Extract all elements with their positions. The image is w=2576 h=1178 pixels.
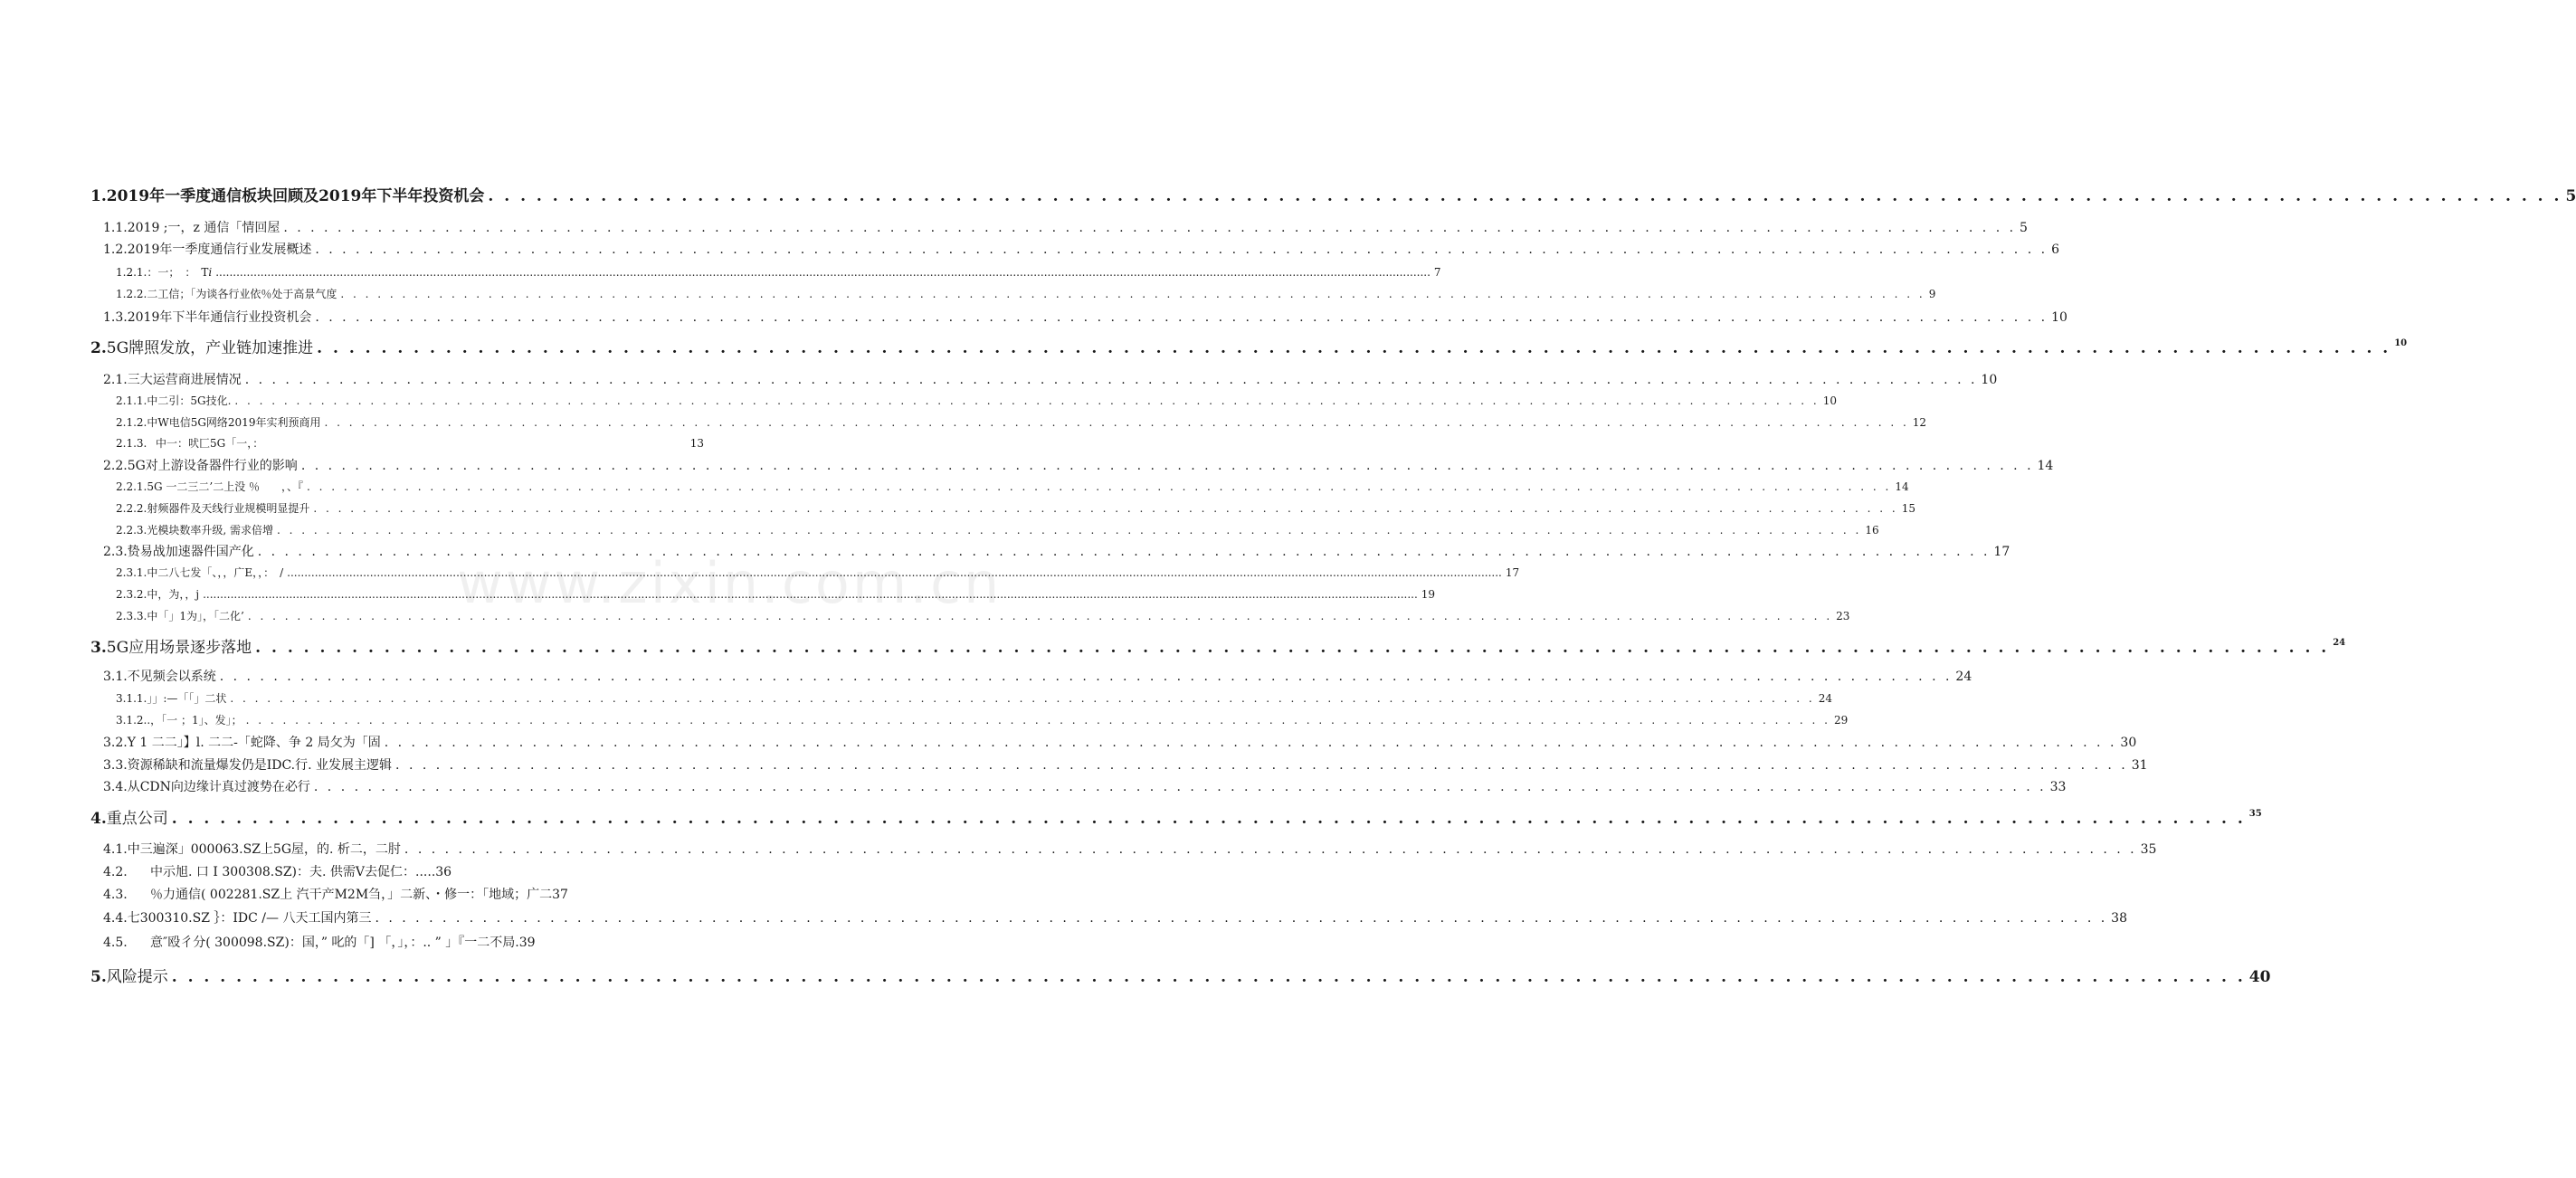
toc-page: 35 (2248, 809, 2262, 819)
toc-title-fragment: i (208, 266, 213, 279)
toc-title: 中W电信5G网络2019年实利预商用 (147, 416, 321, 429)
toc-number: 1. (90, 187, 107, 205)
toc-leader (245, 373, 1978, 387)
toc-title: 重点公司 (106, 810, 168, 828)
toc-title: 中二引：5G技化. (147, 394, 232, 407)
toc-page: 13 (689, 437, 704, 450)
toc-page: 5 (2565, 187, 2576, 205)
toc-page: 33 (2049, 780, 2067, 794)
toc-page: 17 (1505, 566, 1520, 579)
toc-title: 5G牌照发放，产业链加速推进 (106, 339, 314, 357)
toc-entry-2-2-2[interactable] (116, 500, 1915, 516)
toc-leader (315, 242, 2048, 257)
toc-number: 5. (90, 968, 107, 986)
toc-title: 中一：吠匚5G「一，： (156, 437, 264, 450)
toc-entry-3-1-2[interactable] (116, 712, 1849, 727)
toc-number: 3. (90, 639, 107, 657)
toc-entry-2-2-3[interactable] (116, 522, 1879, 537)
toc-number: 2.3.3. (116, 610, 147, 622)
toc-leader (488, 187, 2562, 205)
toc-title: 2019 ;一，z 通信「情回屋 (127, 221, 280, 235)
toc-title: 2019年下半年通信行业投资机会 (127, 310, 312, 325)
toc-number: 4.4. (103, 911, 128, 926)
toc-entry-1-2[interactable] (103, 240, 2059, 258)
toc-number: 4.3. (103, 888, 128, 902)
toc-number: 2.1.2. (116, 416, 147, 429)
toc-page: 10 (2051, 310, 2067, 325)
toc-page: 5 (2020, 221, 2028, 235)
toc-leader (220, 670, 1953, 684)
toc-title: 意″殴彳分( 300098.SZ)：国，” 叱的「] 「，」，：.. ” 」『一二不局.39 (150, 936, 536, 950)
toc-number: 2.2.2. (116, 502, 147, 515)
toc-number: 2.2.1. (116, 480, 147, 493)
toc-title: 资源稀缺和流量爆发仍是IDC.行. 业发展主逻辑 (127, 758, 393, 773)
toc-title: 光模块数率升级, 需求倍增 (147, 524, 273, 537)
toc-entry-4-1[interactable] (103, 840, 2157, 858)
toc-page: 30 (2120, 736, 2137, 750)
toc-entry-1-3[interactable] (103, 308, 2067, 326)
toc-page: 10 (1981, 373, 1998, 387)
toc-page: 17 (1993, 545, 2010, 559)
toc-leader (301, 459, 2034, 473)
toc-leader (255, 639, 2329, 657)
toc-title: 2019年一季度通信板块回顾及2019年下半年投资机会 (106, 187, 485, 205)
toc-entry-3-4[interactable] (103, 777, 2067, 795)
toc-number: 3.1.2. (116, 714, 147, 727)
toc-entry-3-1[interactable] (103, 667, 1972, 685)
toc-page: 7 (1433, 266, 1441, 279)
toc-entry-2-2[interactable] (103, 456, 2054, 474)
toc-leader (375, 911, 2107, 926)
toc-leader (313, 502, 1897, 515)
toc-number: 4.5. (103, 936, 128, 950)
toc-page: 29 (1833, 714, 1849, 727)
toc-title: ：一； ： T (147, 266, 209, 279)
toc-page: 16 (1865, 524, 1879, 537)
toc-number: 4.1. (103, 842, 128, 857)
toc-leader (277, 524, 1861, 537)
toc-number: 2.1.1. (116, 394, 147, 407)
toc-leader (172, 968, 2246, 986)
toc-entry-4-2[interactable] (103, 862, 704, 880)
toc-entry-4[interactable] (90, 805, 2262, 828)
toc-number: 2.3.2. (116, 588, 147, 601)
toc-leader (172, 810, 2246, 828)
toc-title: 三大运营商进展情况 (127, 373, 242, 387)
toc-leader (315, 310, 2048, 325)
toc-title: 中二八七发「、，，广E，，： / (147, 566, 284, 579)
toc-leader (234, 394, 1819, 407)
toc-entry-5[interactable] (90, 964, 2271, 986)
toc-page: 23 (1836, 610, 1850, 622)
toc-title: 贽易战加速器件国产化 (127, 545, 254, 559)
toc-page: 14 (1895, 480, 1909, 493)
toc-number: 2.1. (103, 373, 128, 387)
toc-title: 中「」1为」，「二化’ (147, 610, 244, 622)
toc-title: 5G对上游设备器件行业的影响 (127, 459, 298, 473)
toc-page: 24 (1955, 670, 1972, 684)
toc-leader (395, 758, 2128, 773)
toc-title: 5G 一二三二’二上没 ％ ，、『 (147, 480, 304, 493)
toc-number: 3.1. (103, 670, 128, 684)
toc-title: Y 1 二二」】l. 二二-「蛇 (127, 736, 263, 750)
toc-title: 风险提示 (106, 968, 168, 986)
toc-title: 中示旭. 口 I 300308.SZ)：夫. 供需V去促仁：.....36 (150, 865, 452, 879)
toc-leader (215, 266, 1431, 279)
toc-leader (404, 842, 2137, 857)
toc-leader (283, 221, 2016, 235)
toc-entry-1-2-1[interactable] (116, 264, 1441, 280)
toc-page: 6 (2051, 242, 2059, 257)
toc-number: 1.2.2. (116, 288, 147, 300)
toc-entry-1[interactable] (90, 183, 2576, 205)
toc-number: 1.1. (103, 221, 128, 235)
toc-title: .，「一 ；1」、发」； (147, 714, 242, 727)
toc-page: 38 (2111, 911, 2127, 926)
toc-title: ％力通信( 002281.SZ上 汽干产M2M刍，」二新、・修一：「地域；广二37 (150, 888, 568, 902)
toc-leader (307, 480, 1891, 493)
toc-number: 2.2.3. (116, 524, 147, 537)
toc-title: 中，为，，j (147, 588, 200, 601)
toc-title: 不见频会以系统 (127, 670, 216, 684)
toc-number: 4. (90, 810, 107, 828)
toc-leader (246, 714, 1830, 727)
toc-title: 从CDN向边缘计真过渡势在必行 (127, 780, 310, 794)
toc-page: 40 (2248, 968, 2271, 986)
toc-number: 3.1.1. (116, 692, 147, 705)
toc-page: 10 (1822, 394, 1838, 407)
toc-title-fragment: 降、争 2 局攵为「固 (262, 736, 381, 750)
toc-page: 31 (2131, 758, 2148, 773)
toc-leader (314, 780, 2047, 794)
toc-number: 1.3. (103, 310, 128, 325)
toc-leader (317, 339, 2391, 357)
toc-entry-2-1-3[interactable] (116, 435, 704, 451)
toc-number: 2.1.3. (116, 437, 147, 450)
toc-entry-2[interactable] (90, 335, 2408, 357)
toc-entry-3-3[interactable] (103, 755, 2148, 774)
toc-entry-2-1-1[interactable] (116, 393, 1838, 408)
toc-entry-3-2[interactable] (103, 733, 2137, 751)
toc-page: 19 (1421, 588, 1436, 601)
toc-leader (230, 692, 1814, 705)
toc-entry-1-2-2[interactable] (116, 286, 1936, 301)
toc-page: 35 (2140, 842, 2157, 857)
toc-page: 12 (1912, 416, 1927, 429)
toc-number: 2. (90, 339, 107, 357)
toc-number: 3.4. (103, 780, 128, 794)
toc-entry-1-1[interactable] (103, 218, 2028, 236)
toc-entry-2-2-1[interactable] (116, 479, 1909, 494)
toc-entry-4-4[interactable] (103, 908, 2127, 926)
toc-title: 二工信；「为谈各行业依％处于高景气度 (147, 288, 337, 300)
toc-leader (340, 288, 1925, 300)
toc-number: 3.2. (103, 736, 128, 750)
toc-page: 10 (2394, 338, 2408, 348)
toc-number: 2.3.1. (116, 566, 147, 579)
toc-number: 1.2.1. (116, 266, 147, 279)
toc-entry-3-1-1[interactable] (116, 690, 1833, 706)
watermark: www.zixin.com.cn (457, 550, 1003, 616)
toc-title: 5G应用场景逐步落地 (106, 639, 252, 657)
toc-title: 射频器件及天线行业规模明显提升 (147, 502, 310, 515)
toc-number: 1.2. (103, 242, 128, 257)
toc-title: 七300310.SZ ｝：IDC /— 八天工国内第三 (127, 911, 372, 926)
toc-entry-2-1-2[interactable] (116, 414, 1927, 430)
toc-page: 14 (2037, 459, 2054, 473)
toc-entry-3[interactable] (90, 634, 2346, 657)
toc-number: 2.2. (103, 459, 128, 473)
toc-page: 15 (1901, 502, 1915, 515)
toc-leader (324, 416, 1908, 429)
toc-page: 24 (2333, 638, 2346, 648)
toc-leader (385, 736, 2117, 750)
toc-entry-4-3[interactable] (103, 885, 704, 903)
toc-page: 24 (1818, 692, 1833, 705)
toc-entry-4-5[interactable] (103, 933, 704, 951)
toc-entry-2-1[interactable] (103, 370, 1998, 388)
toc-number: 3.3. (103, 758, 128, 773)
toc-title: 中三遍深」000063.SZ上5G屋，的. 析二，二肘 (127, 842, 401, 857)
toc-page: 9 (1928, 288, 1936, 300)
toc-title: 2019年一季度通信行业发展概述 (127, 242, 312, 257)
toc-title: 」」:—「「」二状 (147, 692, 227, 705)
toc-number: 4.2. (103, 865, 128, 879)
toc-number: 2.3. (103, 545, 128, 559)
